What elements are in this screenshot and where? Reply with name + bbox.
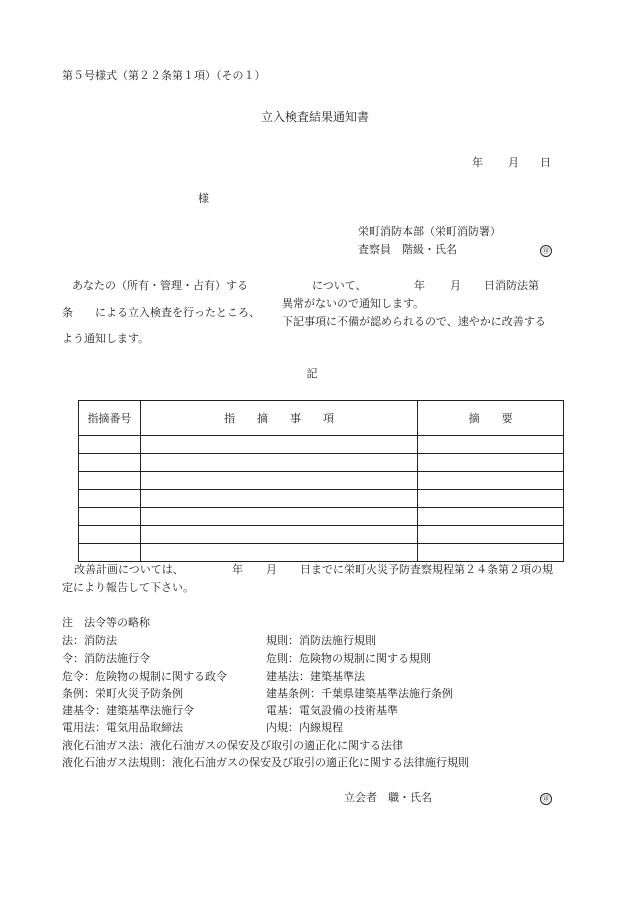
note-left: 条例：栄町火災予防条例	[62, 687, 183, 700]
note-left: 危令：危険物の規制に関する政令	[62, 670, 227, 683]
document-title: 立入検査結果通知書	[260, 110, 370, 124]
addressee-suffix: 様	[198, 192, 209, 205]
table-row	[79, 472, 564, 490]
improvement-line1-b: 日までに栄町火災予防査察規程第２４条第２項の規	[300, 563, 553, 576]
body-line1-year: 年	[414, 279, 425, 292]
note-right: 建基条例：千葉県建築基準法施行条例	[266, 687, 453, 700]
body-line1-b: について、	[312, 279, 367, 292]
option-deficiency: 下記事項に不備が認められるので、速やかに改善する	[282, 315, 546, 328]
note-left: 令：消防法施行令	[62, 652, 150, 665]
cell-finding-item	[140, 490, 417, 508]
table-row	[79, 526, 564, 544]
inspector-label: 査察員 階級・氏名	[358, 243, 457, 256]
option-no-issue: 異常がないので通知します。	[282, 297, 425, 310]
body-line1-c: 日消防法第	[484, 279, 539, 292]
cell-finding-number	[79, 454, 141, 472]
cell-finding-number	[79, 436, 141, 454]
note-right: 危則：危険物の規制に関する規則	[266, 652, 431, 665]
note-lpg-law: 液化石油ガス法：液化石油ガスの保安及び取引の適正化に関する法律	[62, 739, 403, 752]
body-line1-month: 月	[450, 279, 461, 292]
cell-finding-number	[79, 508, 141, 526]
improvement-line1-a: 改善計画については、	[74, 563, 184, 576]
findings-table	[78, 400, 564, 562]
cell-remarks	[418, 454, 564, 472]
cell-finding-item	[140, 508, 417, 526]
table-row	[79, 544, 564, 562]
cell-remarks	[418, 508, 564, 526]
cell-finding-number	[79, 472, 141, 490]
table-row	[79, 508, 564, 526]
notes-heading: 注 法令等の略称	[62, 616, 150, 629]
cell-finding-number	[79, 526, 141, 544]
table-row	[79, 490, 564, 508]
inspector-seal-icon: ㊞	[540, 244, 552, 257]
date-year-label: 年	[472, 156, 483, 169]
cell-finding-item	[140, 472, 417, 490]
note-right: 内規：内線規程	[266, 721, 343, 734]
date-day-label: 日	[540, 156, 551, 169]
header-finding-number: 指摘番号	[79, 401, 141, 436]
cell-finding-item	[140, 526, 417, 544]
note-lpg-rule: 液化石油ガス法規則：液化石油ガスの保安及び取引の適正化に関する法律施行規則	[62, 756, 469, 769]
improvement-year: 年	[232, 563, 243, 576]
form-number: 第５号様式（第２２条第１項）（その１）	[62, 69, 266, 82]
table-row	[79, 454, 564, 472]
cell-remarks	[418, 472, 564, 490]
note-left: 建基令：建築基準法施行令	[62, 704, 194, 717]
witness-seal-icon: ㊞	[540, 792, 552, 805]
body-line2-a: 条 による立入検査を行ったところ、	[62, 306, 260, 319]
note-left: 法：消防法	[62, 634, 117, 647]
cell-finding-item	[140, 436, 417, 454]
header-finding-items: 指 摘 事 項	[140, 401, 417, 436]
witness-label: 立会者 職・氏名	[344, 791, 432, 804]
header-remarks: 摘 要	[418, 401, 564, 436]
note-right: 規則：消防法施行規則	[266, 634, 376, 647]
body-line1-a: あなたの（所有・管理・占有）する	[72, 279, 248, 292]
cell-finding-number	[79, 544, 141, 562]
note-right: 電基：電気設備の技術基準	[266, 704, 398, 717]
table-header-row	[79, 401, 564, 436]
cell-finding-item	[140, 454, 417, 472]
cell-remarks	[418, 436, 564, 454]
cell-remarks	[418, 526, 564, 544]
table-row	[79, 436, 564, 454]
cell-finding-item	[140, 544, 417, 562]
cell-remarks	[418, 490, 564, 508]
date-month-label: 月	[508, 156, 519, 169]
ki-heading: 記	[306, 367, 318, 380]
sender-org: 栄町消防本部（栄町消防署）	[358, 225, 501, 238]
improvement-line2: 定により報告して下さい。	[62, 581, 194, 594]
improvement-month: 月	[266, 563, 277, 576]
body-line3: よう通知します。	[62, 332, 150, 345]
cell-remarks	[418, 544, 564, 562]
note-right: 建基法：建築基準法	[266, 670, 365, 683]
cell-finding-number	[79, 490, 141, 508]
note-left: 電用法：電気用品取締法	[62, 721, 183, 734]
